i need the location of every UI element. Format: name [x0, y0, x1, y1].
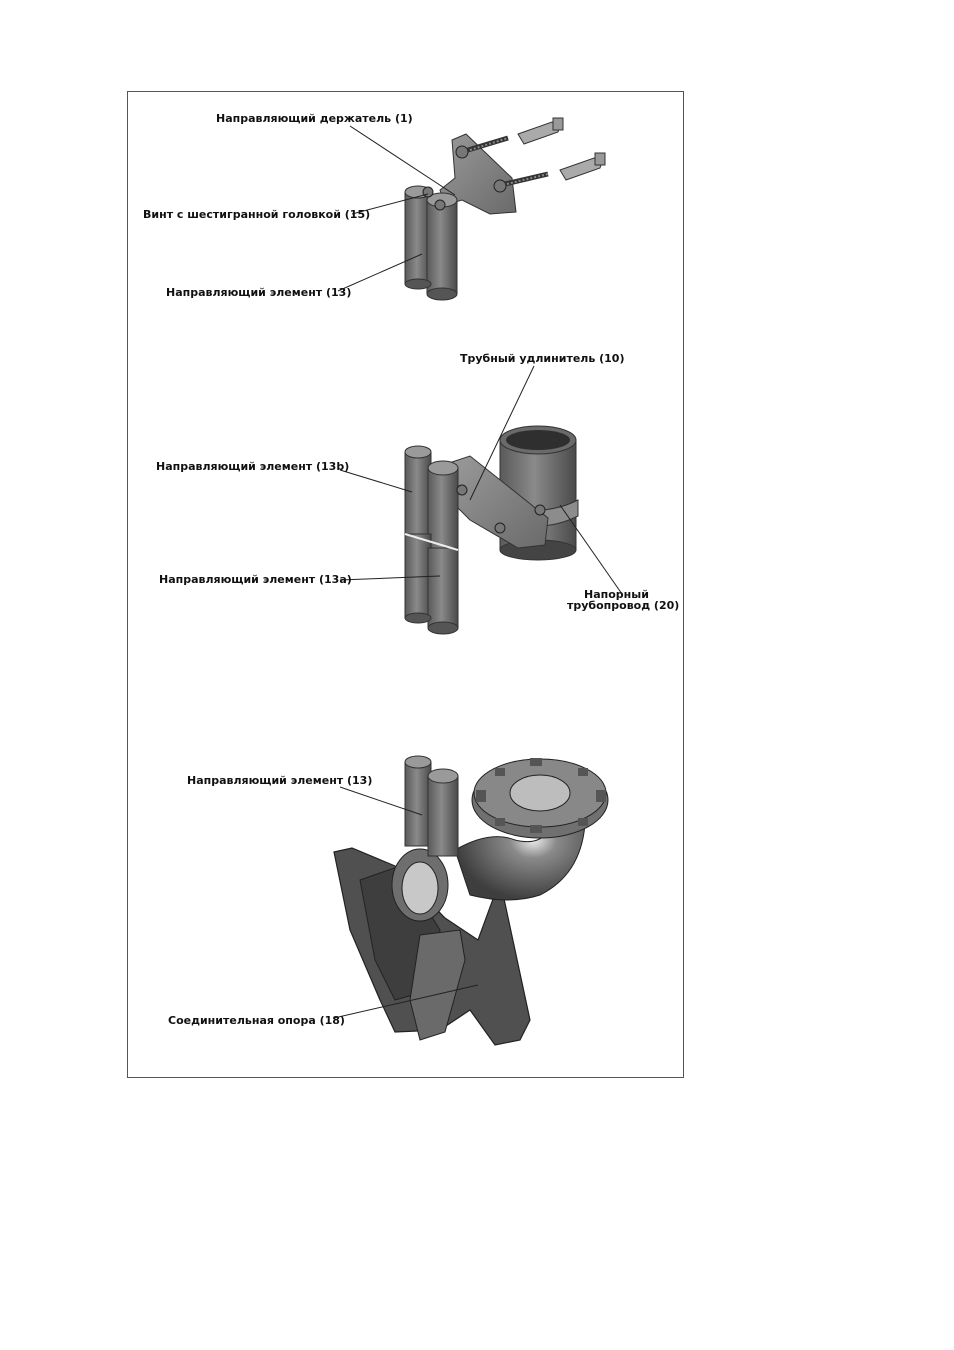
guide-tube-right	[427, 200, 457, 294]
guide-tube-13b	[405, 452, 431, 534]
panel1-assembly	[338, 118, 605, 300]
guide-tube-13a	[405, 534, 431, 618]
wall-plug-upper	[518, 118, 563, 144]
label-hex-screw: Винт с шестигранной головкой (15)	[143, 208, 371, 221]
label-pipe-extension: Трубный удлинитель (10)	[460, 352, 625, 365]
label-guide-holder: Направляющий держатель (1)	[216, 112, 413, 125]
label-pressure-pipe-line1: Напорный	[584, 588, 649, 601]
hex-screw-head	[423, 187, 433, 197]
wall-plug-lower	[560, 153, 605, 180]
label-guide-element-13: Направляющий элемент (13)	[166, 286, 352, 299]
pipe-flange	[472, 758, 608, 838]
guide-tube-panel3	[405, 762, 431, 846]
panel2-assembly	[340, 366, 622, 634]
label-pressure-pipe-line2: трубопровод (20)	[567, 599, 680, 612]
panel3-assembly	[334, 756, 608, 1045]
label-guide-element-13a: Направляющий элемент (13a)	[159, 573, 352, 586]
label-guide-element-13-panel3: Направляющий элемент (13)	[187, 774, 373, 787]
label-connecting-support: Соединительная опора (18)	[168, 1014, 345, 1027]
label-guide-element-13b: Направляющий элемент (13b)	[156, 460, 350, 473]
